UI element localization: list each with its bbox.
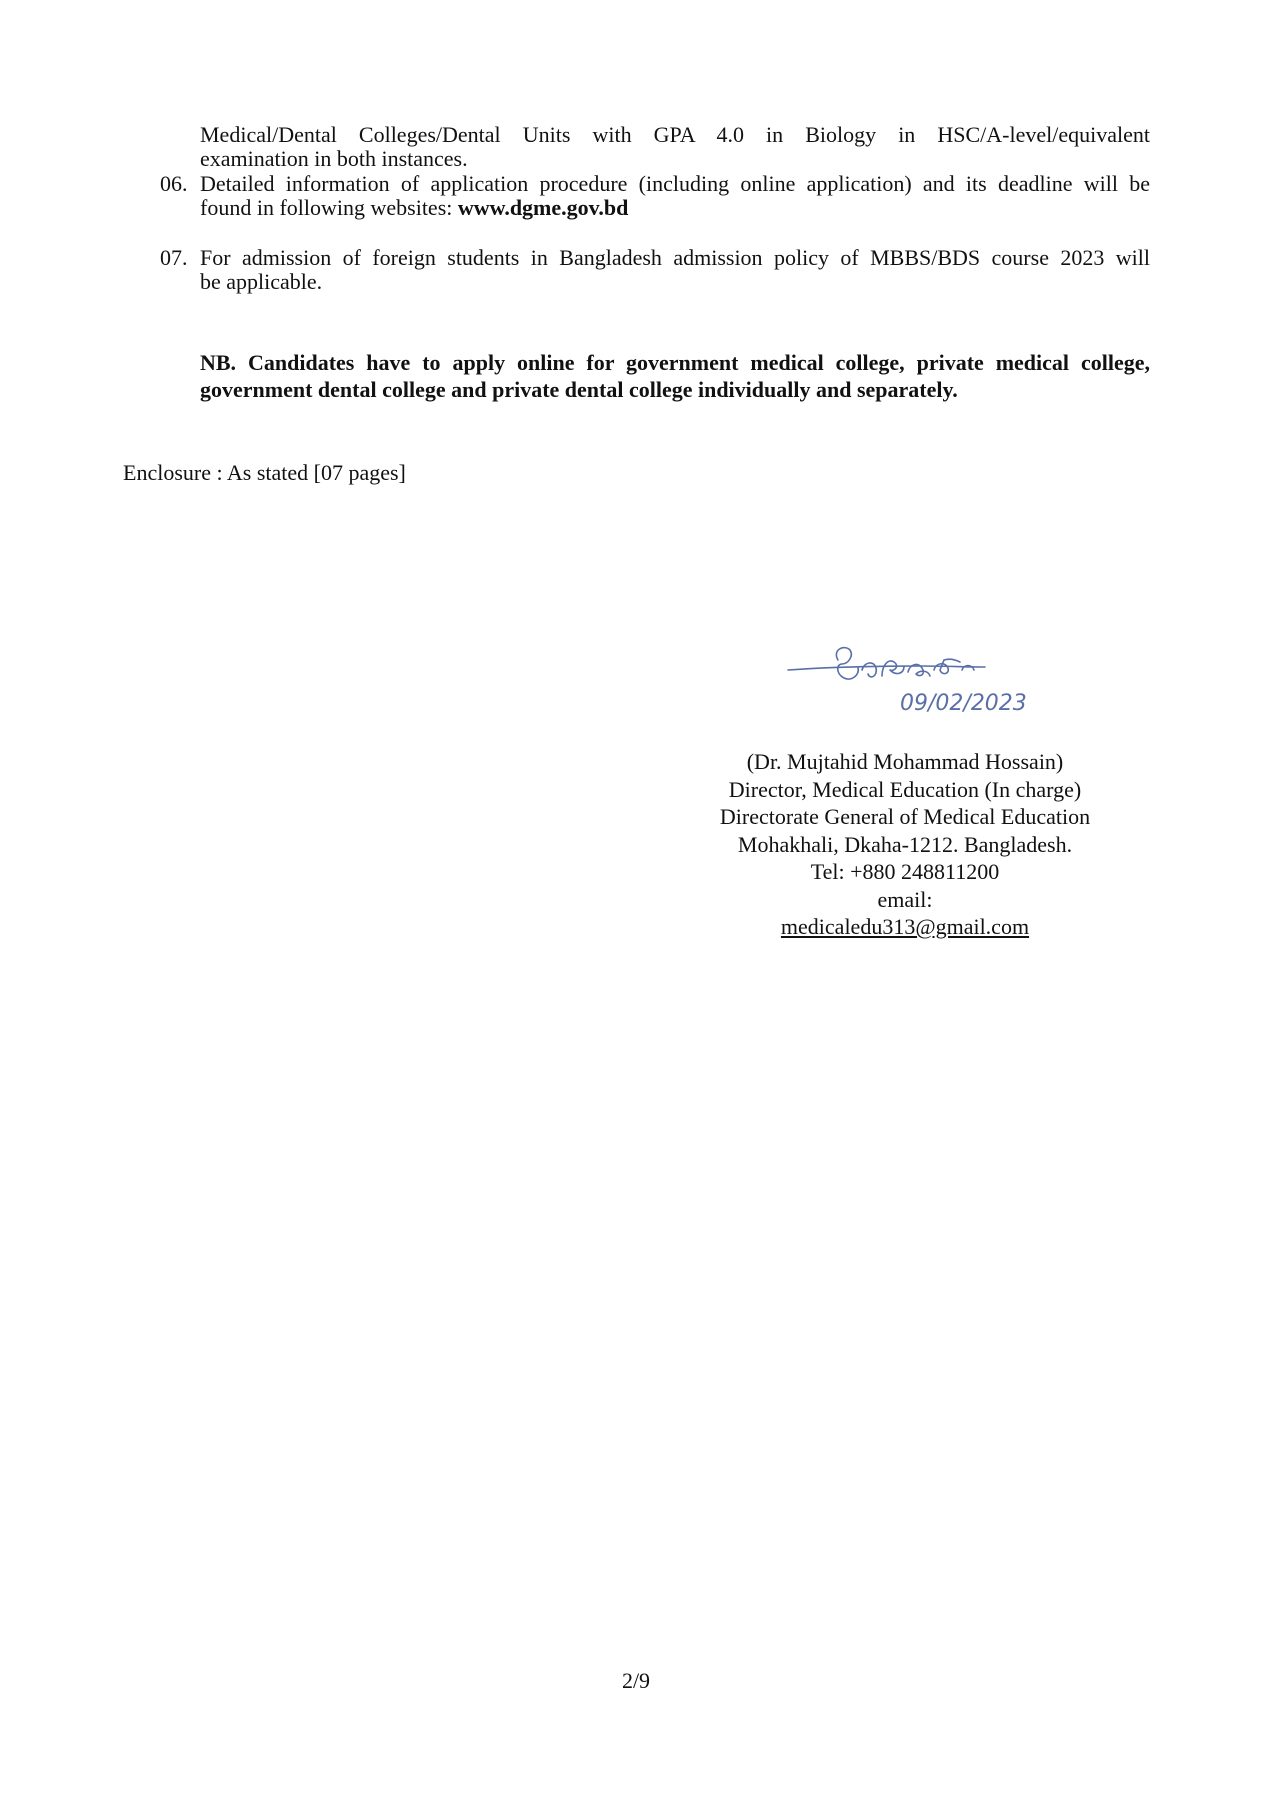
email-prefix: email: — [877, 886, 933, 912]
signature-date: 09/02/2023 — [900, 691, 1027, 716]
signatory-office: Directorate General of Medical Education — [719, 804, 1091, 829]
enclosure-text: Enclosure : As stated [07 pages] — [123, 460, 406, 485]
signatory-name: (Dr. Mujtahid Mohammad Hossain) — [746, 749, 1064, 774]
item-07-line-2: be applicable. — [200, 269, 323, 294]
signatory-address: Mohakhali, Dkaha-1212. Bangladesh. — [737, 831, 1073, 857]
nb-note — [200, 349, 1150, 403]
item-number: 06. — [160, 171, 188, 196]
item-text — [200, 246, 1150, 294]
signatory-designation: Director, Medical Education (In charge) — [728, 776, 1082, 802]
item-05-continuation — [200, 123, 1150, 171]
signatory-block — [690, 748, 1120, 941]
item-06-line-1: Detailed information of application procedure (including online application) and its deadline will be — [200, 171, 1150, 196]
signatory-email-line — [690, 886, 1120, 941]
continuation-line-2: examination in both instances. — [200, 146, 468, 171]
continuation-line-1: Medical/Dental Colleges/Dental Units with GPA 4.0 in Biology in HSC/A-level/equivalent — [200, 122, 1150, 147]
item-text — [200, 172, 1150, 220]
signatory-tel: Tel: +880 248811200 — [810, 859, 1000, 884]
page-number: 2/9 — [621, 1668, 651, 1693]
website-url: www.dgme.gov.bd — [457, 195, 629, 220]
email-link[interactable]: medicaledu313@gmail.com — [780, 914, 1030, 939]
item-06-line-2 — [200, 196, 1150, 220]
item-07-line-1: For admission of foreign students in Bangladesh admission policy of MBBS/BDS course 2023 will — [200, 245, 1150, 270]
item-number: 07. — [160, 245, 188, 270]
item-06-line-2-prefix: found in following websites: — [200, 195, 458, 220]
nb-line-2: government dental college and private dental college individually and separately. — [200, 377, 958, 402]
handwritten-signature — [770, 640, 1050, 725]
nb-line-1: NB. Candidates have to apply online for government medical college, private medical college, — [200, 350, 1150, 375]
